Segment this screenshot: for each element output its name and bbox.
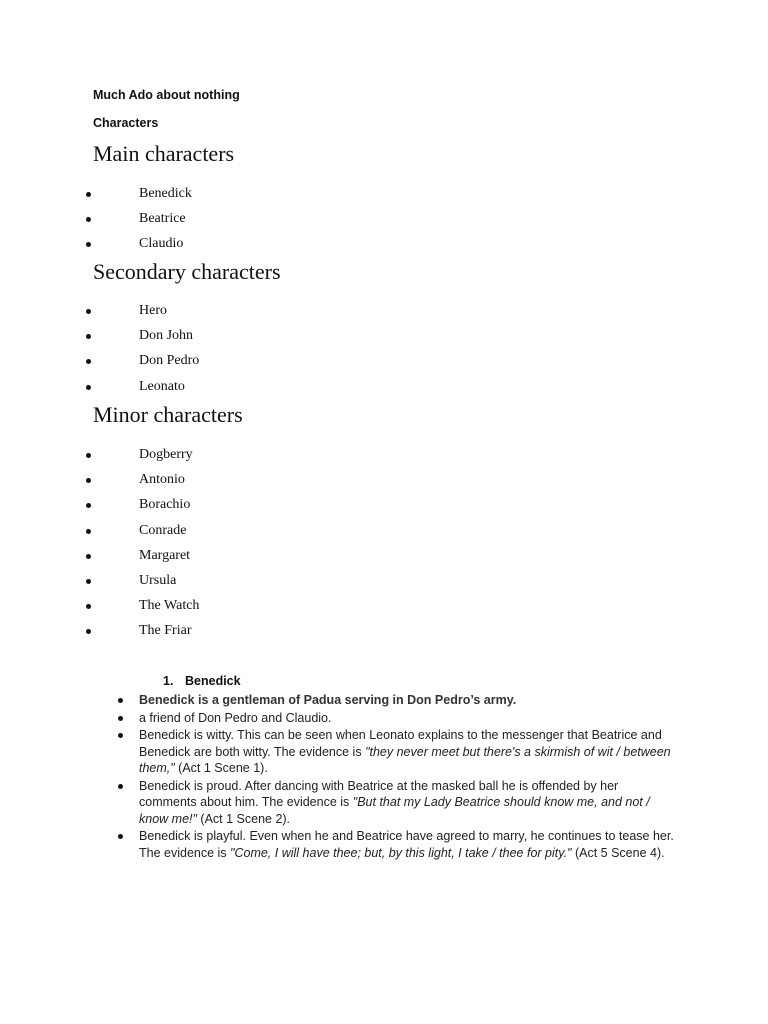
bullet-icon xyxy=(86,453,91,458)
quote-text: "But that my Lady Beatrice should know me, and not / know me!" xyxy=(139,795,650,826)
section-heading-secondary: Secondary characters xyxy=(93,259,281,284)
detail-text: a friend of Don Pedro and Claudio. xyxy=(139,710,332,725)
character-name: Antonio xyxy=(139,472,185,488)
character-name: Leonato xyxy=(139,378,185,394)
bullet-icon xyxy=(118,784,123,789)
character-name: The Friar xyxy=(139,623,192,639)
heading-number: 1. xyxy=(163,674,174,688)
bullet-icon xyxy=(118,834,123,839)
character-name: Hero xyxy=(139,303,167,318)
bullet-icon xyxy=(86,242,91,247)
bullet-icon xyxy=(118,698,123,703)
character-name: Don John xyxy=(139,328,194,344)
bullet-icon xyxy=(86,334,91,339)
character-name: Beatrice xyxy=(139,211,186,227)
quote-text: "Come, I will have thee; but, by this light, I take / thee for pity." xyxy=(230,845,572,860)
character-name: Borachio xyxy=(139,497,191,513)
detail-text: Benedick is proud. After dancing with Beatrice at the masked ball he is offended by her comments about him. The evidence is xyxy=(139,778,619,809)
bullet-icon xyxy=(86,478,91,483)
document-subtitle: Characters xyxy=(93,116,159,130)
list-item xyxy=(139,727,674,777)
benedick-heading xyxy=(163,674,241,688)
section-heading-main: Main characters xyxy=(93,141,235,166)
bullet-icon xyxy=(118,733,123,738)
citation-text: (Act 1 Scene 2). xyxy=(196,811,291,826)
bullet-icon xyxy=(86,503,91,508)
bullet-icon xyxy=(86,217,91,222)
bullet-icon xyxy=(86,529,91,534)
list-item xyxy=(139,778,674,828)
character-name: Margaret xyxy=(139,547,191,563)
bullet-icon xyxy=(86,604,91,609)
detail-text: Benedick is witty. This can be seen when Leonato explains to the messenger that Beatrice and Benedick are both witty. The evidence is xyxy=(139,728,662,759)
bullet-icon xyxy=(86,359,91,364)
list-item xyxy=(139,710,674,727)
bullet-icon xyxy=(118,716,123,721)
bullet-icon xyxy=(86,385,91,390)
character-name: Conrade xyxy=(139,522,187,538)
bullet-icon xyxy=(86,629,91,634)
list-item xyxy=(139,828,674,861)
citation-text: (Act 1 Scene 1). xyxy=(174,761,268,775)
benedick-details-list xyxy=(139,692,674,862)
detail-text: Benedick is a gentleman of Padua serving in Don Pedro’s army. xyxy=(139,693,517,707)
quote-text: "they never meet but there's a skirmish of wit / between them," xyxy=(139,744,671,775)
bullet-icon xyxy=(86,309,91,314)
bullet-icon xyxy=(86,192,91,197)
detail-text: Benedick is playful. Even when he and Beatrice have agreed to marry, he continues to tease her. The evidence is xyxy=(139,829,674,860)
section-heading-minor: Minor characters xyxy=(93,402,243,427)
list-item xyxy=(139,692,674,709)
heading-label: Benedick xyxy=(185,674,241,688)
character-name: Benedick xyxy=(139,186,192,201)
bullet-icon xyxy=(86,554,91,559)
character-name: Ursula xyxy=(139,572,177,588)
character-name: Don Pedro xyxy=(139,353,200,369)
document-title: Much Ado about nothing xyxy=(93,88,240,102)
character-name: Claudio xyxy=(139,236,184,252)
bullet-icon xyxy=(86,579,91,584)
character-name: The Watch xyxy=(139,598,200,614)
character-name: Dogberry xyxy=(139,447,193,462)
citation-text: (Act 5 Scene 4). xyxy=(571,845,665,860)
